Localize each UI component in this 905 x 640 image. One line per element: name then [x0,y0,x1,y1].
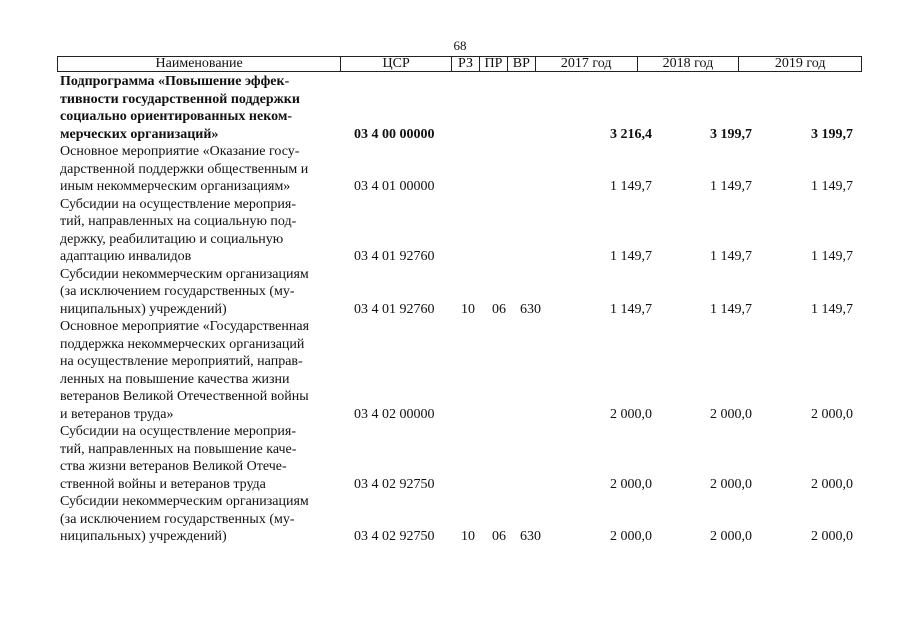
row-2019: 1 149,7 [811,249,853,264]
header-vr: ВР [508,57,536,71]
row-name: Субсидии на осуществление мероприя- тий, направленных на повышение каче- ства жизни ветеранов Великой Отече- ственной войны и ветеранов труда [60,424,297,492]
row-name: Основное мероприятие «Оказание госу- дарственной поддержки общественным и иным некоммерческим организациям» [60,144,309,194]
row-name: Субсидии некоммерческим организациям (за исключением государственных (му- ниципальных) учреждений) [60,266,309,317]
row-2019: 2 000,0 [811,476,853,492]
header-name: Наименование [58,57,341,71]
row-2018: 2 000,0 [710,476,752,492]
row-2017: 1 149,7 [610,179,652,194]
header-2017: 2017 год [536,57,638,71]
page-number: 68 [453,38,467,53]
row-2019: 3 199,7 [811,126,853,142]
row-2017: 2 000,0 [610,476,652,492]
row-2019: 1 149,7 [811,179,853,194]
row-csr: 03 4 00 00000 [354,126,435,142]
row-2018: 2 000,0 [710,406,752,422]
row-name: Субсидии на осуществление мероприя- тий, направленных на социальную под- держку, реабилитацию и социальную адаптацию инвалидов [60,196,297,264]
row-name: Субсидии некоммерческим организациям (за исключением государственных (му- ниципальных) учреждений) [60,494,309,544]
row-2017: 2 000,0 [610,406,652,422]
row-2017: 2 000,0 [610,529,652,544]
row-vr: 630 [520,301,541,317]
row-2018: 1 149,7 [710,301,752,317]
header-2018: 2018 год [638,57,740,71]
row-vr: 630 [520,529,541,544]
row-2017: 1 149,7 [610,249,652,264]
row-name: Подпрограмма «Повышение эффек- тивности государственной поддержки социально ориентированных неком- мерческих организаций» [60,74,300,142]
header-pr: ПР [480,57,508,71]
row-2019: 2 000,0 [811,529,853,544]
row-pr: 06 [492,529,506,544]
row-name: Основное мероприятие «Государственная поддержка некоммерческих организаций на осуществление мероприятий, направ- ленных на повышение качества жизни ветеранов Великой Отечественной войны и ветеранов труда» [60,319,310,422]
row-2018: 2 000,0 [710,529,752,544]
header-rz: РЗ [452,57,480,71]
row-2018: 3 199,7 [710,126,752,142]
row-csr: 03 4 02 92750 [354,529,435,544]
row-rz: 10 [461,301,475,317]
row-csr: 03 4 02 00000 [354,406,435,422]
table-header [57,56,862,72]
row-csr: 03 4 01 00000 [354,179,435,194]
row-2018: 1 149,7 [710,249,752,264]
header-2019: 2019 год [774,57,826,71]
row-2017: 1 149,7 [610,301,652,317]
row-csr: 03 4 02 92750 [354,476,435,492]
row-2018: 1 149,7 [710,179,752,194]
row-2019: 1 149,7 [811,301,853,317]
row-rz: 10 [461,529,475,544]
row-pr: 06 [492,301,506,317]
row-2017: 3 216,4 [610,126,652,142]
header-csr: ЦСР [341,57,452,71]
row-csr: 03 4 01 92760 [354,301,435,317]
row-2019: 2 000,0 [811,406,853,422]
row-csr: 03 4 01 92760 [354,249,435,264]
